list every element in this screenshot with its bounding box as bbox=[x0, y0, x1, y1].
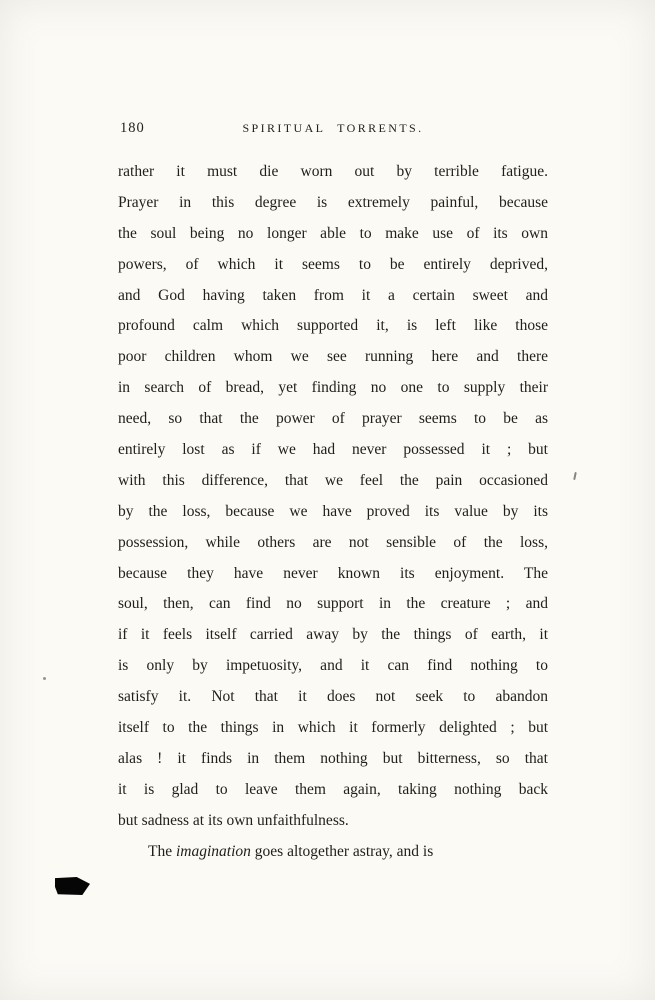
text-line: and God having taken from it a certain sweet and bbox=[118, 286, 548, 304]
paragraph-2-first-line bbox=[118, 837, 548, 868]
text-line: with this difference, that we feel the pain occasioned bbox=[118, 471, 548, 489]
scan-speck bbox=[43, 677, 46, 680]
italic-word-imagination: imagination bbox=[175, 842, 251, 860]
text-line: need, so that the power of prayer seems to be as bbox=[118, 410, 548, 428]
ink-smudge-artifact bbox=[55, 877, 90, 895]
paragraph-2-lead: The bbox=[148, 842, 176, 860]
text-line: rather it must die worn out by terrible fatigue. bbox=[118, 163, 548, 180]
text-line: satisfy it. Not that it does not seek to abandon bbox=[118, 688, 548, 706]
scan-speck bbox=[573, 472, 577, 480]
text-line: poor children whom we see running here and there bbox=[118, 348, 548, 366]
page-number: 180 bbox=[120, 120, 145, 136]
text-line: the soul being no longer able to make use of its own bbox=[118, 224, 548, 242]
text-line: Prayer in this degree is extremely painful, because bbox=[118, 193, 548, 211]
body-text bbox=[118, 157, 548, 867]
text-line: is only by impetuosity, and it can find nothing to bbox=[118, 657, 548, 675]
text-line: powers, of which it seems to be entirely deprived, bbox=[118, 255, 548, 273]
paragraph-2-rest: goes altogether astray, and is bbox=[250, 842, 434, 860]
text-line: but sadness at its own unfaithfulness. bbox=[118, 811, 349, 829]
text-line: in search of bread, yet finding no one to supply their bbox=[118, 379, 548, 397]
text-line: by the loss, because we have proved its value by its bbox=[118, 502, 548, 520]
running-head bbox=[118, 118, 548, 138]
text-line: alas ! it finds in them nothing but bitterness, so that bbox=[118, 749, 548, 767]
text-line: possession, while others are not sensible of the loss, bbox=[118, 533, 548, 551]
text-line: because they have never known its enjoyment. The bbox=[118, 564, 548, 582]
text-line: soul, then, can find no support in the creature ; and bbox=[118, 595, 548, 613]
text-line: entirely lost as if we had never possessed it ; but bbox=[118, 441, 548, 459]
running-title: SPIRITUAL TORRENTS. bbox=[242, 121, 424, 135]
text-line: it is glad to leave them again, taking nothing back bbox=[118, 780, 548, 798]
text-line: profound calm which supported it, is left like those bbox=[118, 317, 548, 335]
text-line: if it feels itself carried away by the things of earth, it bbox=[118, 626, 548, 644]
text-line: itself to the things in which it formerly delighted ; but bbox=[118, 719, 548, 737]
